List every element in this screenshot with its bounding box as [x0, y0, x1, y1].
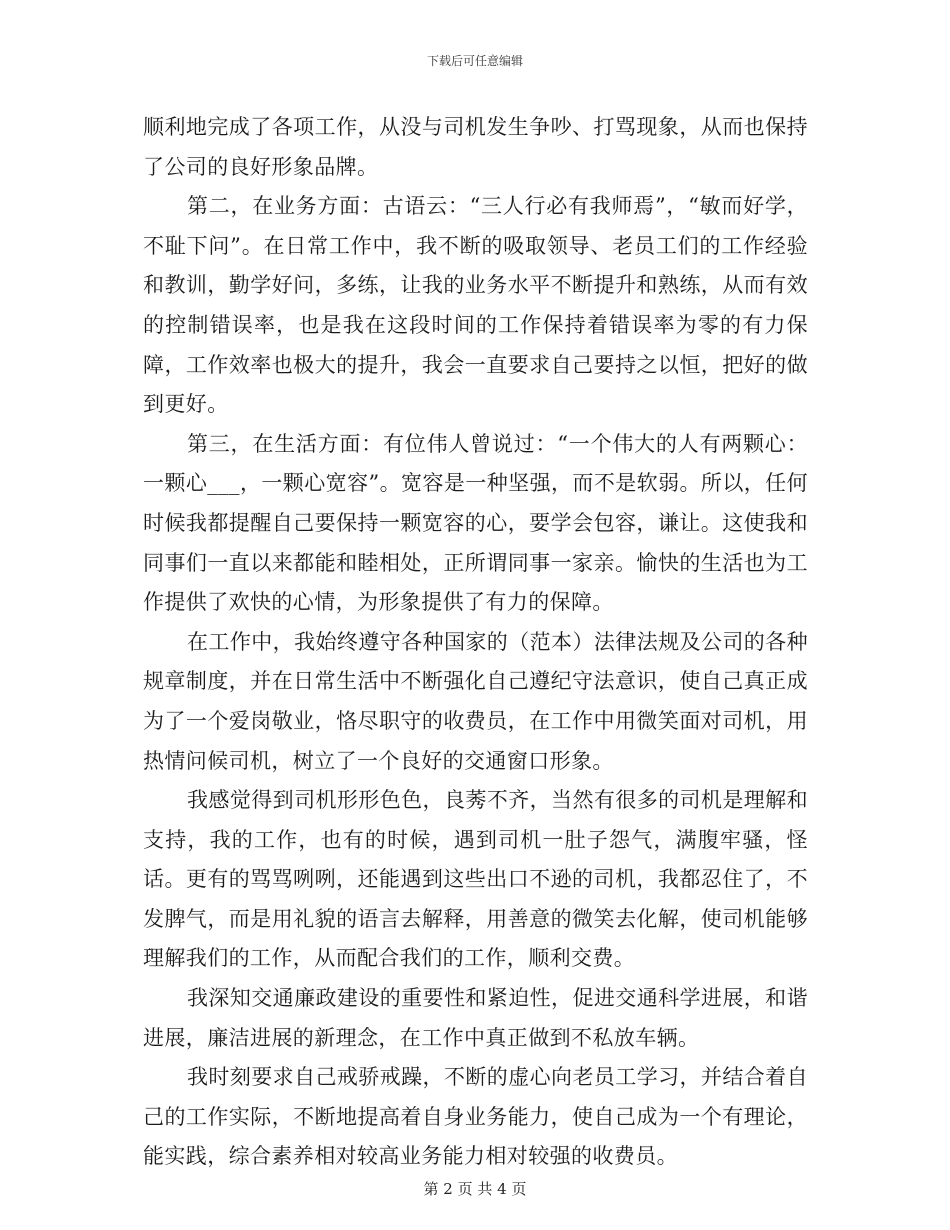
document-body: [143, 108, 808, 1177]
page-number: 第 2 页 共 4 页: [423, 1180, 527, 1198]
paragraph-7: 我时刻要求自己戒骄戒躁，不断的虚心向老员工学习，并结合着自己的工作实际，不断地提高着自身业务能力，使自己成为一个有理论，能实践，综合素养相对较高业务能力相对较强的收费员。: [143, 1065, 808, 1169]
paragraph-5: 我感觉得到司机形形色色，良莠不齐，当然有很多的司机是理解和支持，我的工作，也有的时候，遇到司机一肚子怨气，满腹牢骚，怪话。更有的骂骂咧咧，还能遇到这些出口不逊的司机，我都忍住了，不发脾气，而是用礼貌的语言去解释，用善意的微笑去化解，使司机能够理解我们的工作，从而配合我们的工作，顺利交费。: [143, 788, 808, 971]
paragraph-2: 第二，在业务方面：古语云：“三人行必有我师焉”，“敏而好学，不耻下问”。在日常工作中，我不断的吸取领导、老员工们的工作经验和教训，勤学好问，多练，让我的业务水平不断提升和熟练，从而有效的控制错误率，也是我在这段时间的工作保持着错误率为零的有力保障，工作效率也极大的提升，我会一直要求自己要持之以恒，把好的做到更好。: [143, 194, 808, 417]
page-header: 下载后可任意编辑: [426, 54, 523, 68]
paragraph-6: 我深知交通廉政建设的重要性和紧迫性，促进交通科学进展，和谐进展，廉洁进展的新理念，在工作中真正做到不私放车辆。: [143, 986, 808, 1050]
paragraph-1: 顺利地完成了各项工作，从没与司机发生争吵、打骂现象，从而也保持了公司的良好形象品牌。: [143, 115, 808, 179]
paragraph-4: 在工作中，我始终遵守各种国家的（范本）法律法规及公司的各种规章制度，并在日常生活中不断强化自己遵纪守法意识，使自己真正成为了一个爱岗敬业，恪尽职守的收费员，在工作中用微笑面对司机，用热情问候司机，树立了一个良好的交通窗口形象。: [143, 629, 808, 773]
paragraph-3: 第三，在生活方面：有位伟人曾说过：“一个伟大的人有两颗心：一颗心___，一颗心宽容”。宽容是一种坚强，而不是软弱。所以，任何时候我都提醒自己要保持一颗宽容的心，要学会包容，谦让。这使我和同事们一直以来都能和睦相处，正所谓同事一家亲。愉快的生活也为工作提供了欢快的心情，为形象提供了有力的保障。: [143, 431, 808, 615]
